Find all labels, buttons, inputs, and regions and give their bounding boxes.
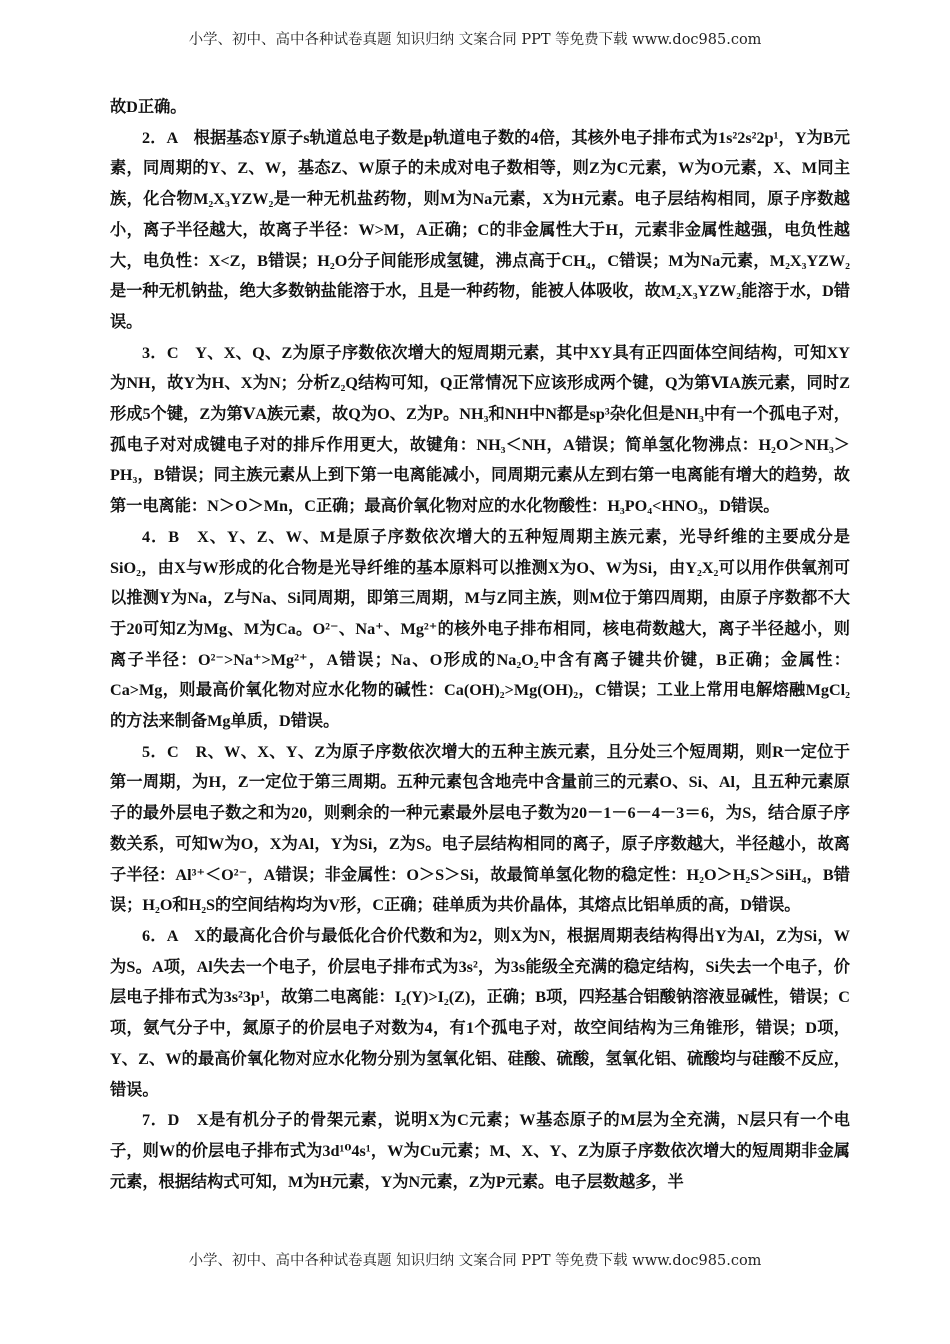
paragraph-answer-4: 4．B X、Y、Z、W、M是原子序数依次增大的五种短周期主族元素，光导纤维的主要成分是SiO₂，由X与W形成的化合物是光导纤维的基本原料可以推测X为O、W为Si，由Y₂X₂可以用作供氧剂可以推测Y为Na，Z与Na、Si同周期，即第三周期，M与Z同主族，则M位于第四周期，由原子序数都不大于20可知Z为Mg、M为Ca。O²⁻、Na⁺、Mg²⁺的核外电子排布相同，核电荷数越大，离子半径越小，则离子半径：O²⁻>Na⁺>Mg²⁺，A错误；Na、O形成的Na₂O₂中含有离子键共价键，B正确；金属性：Ca>Mg，则最高价氧化物对应水化物的碱性：Ca(OH)₂>Mg(OH)₂，C错误；工业上常用电解熔融MgCl₂的方法来制备Mg单质，D错误。 [110, 527, 850, 731]
paragraph-continuation: 故D正确。 [110, 98, 187, 116]
answer-content [110, 92, 850, 1197]
paragraph-answer-5: 5．C R、W、X、Y、Z为原子序数依次增大的五种主族元素，且分处三个短周期，则R一定位于第一周期，为H，Z一定位于第三周期。五种元素包含地壳中含量前三的元素O、Si、Al，且五种元素原子的最外层电子数之和为20，则剩余的一种元素最外层电子数为20－1－6－4－3＝6，为S，结合原子序数关系，可知W为O，X为Al，Y为Si，Z为S。电子层结构相同的离子，原子序数越大，半径越小，故离子半径：Al³⁺＜O²⁻，A错误；非金属性：O＞S＞Si，故最简单氢化物的稳定性：H₂O＞H₂S＞SiH₄，B错误；H₂O和H₂S的空间结构均为V形，C正确；硅单质为共价晶体，其熔点比铝单质的高，D错误。 [110, 742, 850, 915]
page-footer: 小学、初中、高中各种试卷真题 知识归纳 文案合同 PPT 等免费下载 www.doc985.com [188, 1253, 762, 1269]
paragraph-answer-2: 2．A 根据基态Y原子s轨道总电子数是p轨道电子数的4倍，其核外电子排布式为1s²2s²2p¹，Y为B元素，同周期的Y、Z、W，基态Z、W原子的未成对电子数相等，则Z为C元素，W为O元素，X、M同主族，化合物M₂X₃YZW₂是一种无机盐药物，则M为Na元素，X为H元素。电子层结构相同，原子序数越小，离子半径越大，故离子半径：W>M，A正确；C的非金属性大于H，元素非金属性越强，电负性越大，电负性：X<Z，B错误；H₂O分子间能形成氢键，沸点高于CH₄，C错误；M为Na元素，M₂X₃YZW₂是一种无机钠盐，绝大多数钠盐能溶于水，且是一种药物，能被人体吸收，故M₂X₃YZW₂能溶于水，D错误。 [110, 128, 850, 331]
paragraph-answer-3: 3．C Y、X、Q、Z为原子序数依次增大的短周期元素，其中XY具有正四面体空间结构，可知XY为NH，故Y为H、X为N；分析Z₂Q结构可知，Q正常情况下应该形成两个键，Q为第ⅥA族元素，同时Z形成5个键，Z为第ⅤA族元素，故Q为O、Z为P。NH₃和NH中N都是sp³杂化但是NH₃中有一个孤电子对，孤电子对对成键电子对的排斥作用更大，故键角：NH₃＜NH，A错误；简单氢化物沸点：H₂O＞NH₃＞PH₃，B错误；同主族元素从上到下第一电离能减小，同周期元素从左到右第一电离能有增大的趋势，故第一电离能：N＞O＞Mn，C正确；最高价氧化物对应的水化物酸性：H₃PO₄<HNO₃，D错误。 [110, 343, 850, 516]
page-header: 小学、初中、高中各种试卷真题 知识归纳 文案合同 PPT 等免费下载 www.doc985.com [188, 32, 762, 48]
paragraph-answer-7: 7．D X是有机分子的骨架元素，说明X为C元素；W基态原子的M层为全充满，N层只有一个电子，则W的价层电子排布式为3d¹⁰4s¹，W为Cu元素；M、X、Y、Z为原子序数依次增大的短周期非金属元素，根据结构式可知，M为H元素，Y为N元素，Z为P元素。电子层数越多，半 [110, 1111, 850, 1191]
paragraph-answer-6: 6．A X的最高化合价与最低化合价代数和为2，则X为N，根据周期表结构得出Y为Al，Z为Si，W为S。A项，Al失去一个电子，价层电子排布式为3s²，为3s能级全充满的稳定结构，Si失去一个电子，价层电子排布式为3s²3p¹，故第二电离能：I₂(Y)>I₂(Z)，正确；B项，四羟基合铝酸钠溶液显碱性，错误；C项，氨气分子中，氮原子的价层电子对数为4，有1个孤电子对，故空间结构为三角锥形，错误；D项，Y、Z、W的最高价氧化物对应水化物分别为氢氧化铝、硅酸、硫酸，氢氧化铝、硫酸均与硅酸不反应，错误。 [110, 926, 850, 1099]
